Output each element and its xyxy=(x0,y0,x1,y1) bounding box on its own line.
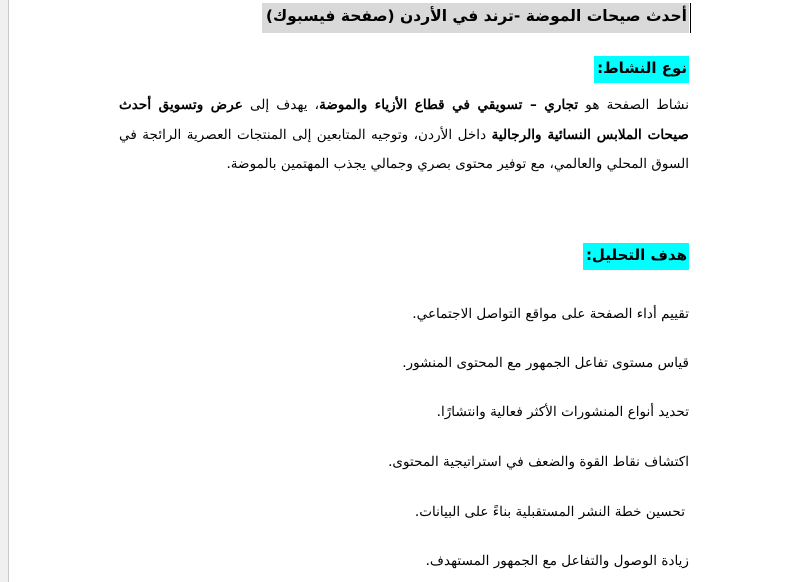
document-title: أحدث صيحات الموضة -ترند في الأردن (صفحة فيسبوك) xyxy=(262,3,689,33)
document-page[interactable] xyxy=(8,0,796,582)
activity-text-1: نشاط الصفحة هو xyxy=(578,97,689,113)
activity-bold-2: عرض وتسويق أحدث صيحات الملابس النسائية والرجالية xyxy=(119,97,689,143)
activity-paragraph xyxy=(119,91,689,180)
goal-item: تحسين خطة النشر المستقبلية بناءً على البيانات. xyxy=(414,504,685,520)
goal-item: زيادة الوصول والتفاعل مع الجمهور المستهدف. xyxy=(425,553,689,569)
activity-bold-1: تجاري – تسويقي في قطاع الأزياء والموضة xyxy=(319,97,579,113)
text-cursor xyxy=(690,3,691,33)
document-body[interactable] xyxy=(119,0,689,582)
goal-item: اكتشاف نقاط القوة والضعف في استراتيجية المحتوى. xyxy=(388,454,689,470)
goal-item: قياس مستوى تفاعل الجمهور مع المحتوى المنشور. xyxy=(402,355,689,371)
analysis-goal-heading: هدف التحليل: xyxy=(583,243,689,270)
activity-text-2: ، يهدف إلى xyxy=(242,97,320,113)
goal-item: تحديد أنواع المنشورات الأكثر فعالية وانتشارًا. xyxy=(436,404,689,420)
activity-heading: نوع النشاط: xyxy=(594,56,689,83)
activity-text-3: داخل الأردن، وتوجيه المتابعين إلى المنتجات العصرية الرائجة في السوق المحلي والعالمي، مع توفير محتوى بصري وجمالي يجذب المهتمين بالموضة. xyxy=(119,126,689,172)
goal-item: تقييم أداء الصفحة على مواقع التواصل الاجتماعي. xyxy=(412,306,689,322)
